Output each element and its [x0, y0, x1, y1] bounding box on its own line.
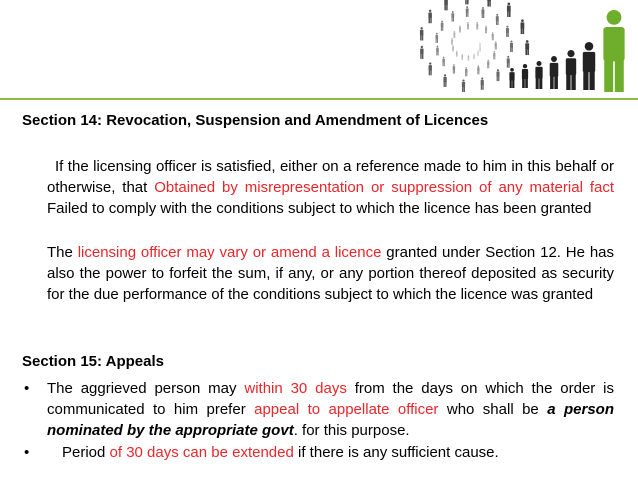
spiral-figure: [507, 3, 511, 17]
spiral-figure: [468, 55, 470, 61]
spiral-figure: [435, 33, 438, 43]
spiral-figure: [466, 6, 469, 17]
spiral-figure: [496, 69, 499, 81]
spiral-figure: [481, 78, 484, 90]
spiral-figure: [485, 25, 487, 33]
person-figure: [535, 61, 542, 89]
spiral-figure: [525, 40, 529, 55]
p2-text-a: The: [47, 244, 78, 261]
spiral-figure: [462, 54, 464, 60]
spiral-figure: [451, 38, 453, 45]
person-figure: [522, 64, 528, 88]
spiral-figure: [452, 45, 454, 52]
header-divider: [0, 98, 638, 100]
spiral-figure: [465, 67, 467, 76]
item1-highlight-days: within 30 days: [244, 380, 347, 397]
section14-paragraph-1: [47, 156, 614, 219]
item1-emphasis: a person nominated by the appropriate govt: [47, 401, 614, 439]
item2-text-a: Period: [62, 444, 110, 461]
spiral-figure: [462, 79, 465, 91]
spiral-figure: [473, 53, 474, 59]
p1-text-c: Failed to comply with the conditions subject to which the licence has been granted: [47, 200, 592, 217]
spiral-figure: [420, 46, 423, 59]
section14-paragraph-2: [47, 242, 614, 305]
spiral-figure: [482, 7, 485, 18]
spiral-figure: [453, 64, 455, 73]
spiral-figure: [443, 74, 446, 87]
p2-text-highlight: licensing officer may vary or amend a licence: [77, 244, 382, 261]
spiral-figure: [496, 14, 499, 25]
spiral-figure: [487, 0, 491, 7]
section15-heading: Section 15: Appeals: [22, 353, 164, 370]
item2-highlight: of 30 days can be extended: [109, 444, 294, 461]
person-figure: [550, 56, 559, 89]
lead-person-figure: [603, 10, 624, 92]
spiral-figure: [453, 31, 455, 38]
spiral-figure: [441, 21, 444, 31]
spiral-figure: [429, 62, 432, 75]
person-figure: [566, 50, 576, 90]
spiral-figure: [507, 56, 510, 68]
item1-text-e: who shall be: [438, 401, 548, 418]
spiral-figure: [506, 26, 509, 37]
spiral-figure: [428, 10, 432, 24]
person-figure: [509, 68, 514, 88]
section15-item-1: [47, 378, 614, 441]
p2-text-c: granted under Section 12. He has also the power to forfeit the sum, if any, or any portion thereof deposited as security for the due performance of the conditions subject to which the licence was granted: [47, 244, 615, 303]
spiral-figure: [520, 19, 524, 34]
spiral-figure: [477, 50, 478, 55]
spiral-figure: [493, 51, 495, 60]
p1-text-highlight: Obtained by misrepresentation or suppression of any material fact: [154, 179, 614, 196]
section14-heading: Section 14: Revocation, Suspension and Amendment of Licences: [22, 112, 489, 129]
spiral-people-graphic: [0, 0, 638, 100]
spiral-figure: [487, 60, 489, 69]
bullet-marker-2: •: [24, 444, 30, 461]
spiral-figure: [456, 50, 458, 56]
spiral-figure: [495, 41, 497, 49]
item1-text-c: from the days on which the order is communicated to him prefer: [47, 380, 614, 418]
section15-item-2: [62, 442, 614, 463]
spiral-figure: [477, 65, 479, 74]
item2-text-c: if there is any sufficient cause.: [293, 444, 499, 461]
spiral-figure: [510, 40, 513, 52]
item1-text-g: . for this purpose.: [293, 422, 410, 439]
spiral-figure: [459, 25, 461, 32]
item1-highlight-appeal: appeal to appellate officer: [254, 401, 439, 418]
spiral-figure: [492, 32, 494, 40]
p1-text-a: If the licensing officer is satisfied, either on a reference made to him in this behalf or otherwise, that: [47, 158, 614, 196]
spiral-figure: [451, 11, 454, 22]
person-figure: [583, 42, 595, 90]
item1-text-a: The aggrieved person may: [47, 380, 245, 397]
spiral-figure: [476, 22, 478, 30]
spiral-figure: [465, 0, 469, 4]
spiral-figure: [442, 57, 445, 67]
spiral-figure: [444, 0, 448, 10]
spiral-figure: [467, 22, 469, 29]
bullet-marker-1: •: [24, 380, 30, 397]
spiral-figure: [420, 27, 423, 40]
spiral-figure: [436, 46, 439, 56]
